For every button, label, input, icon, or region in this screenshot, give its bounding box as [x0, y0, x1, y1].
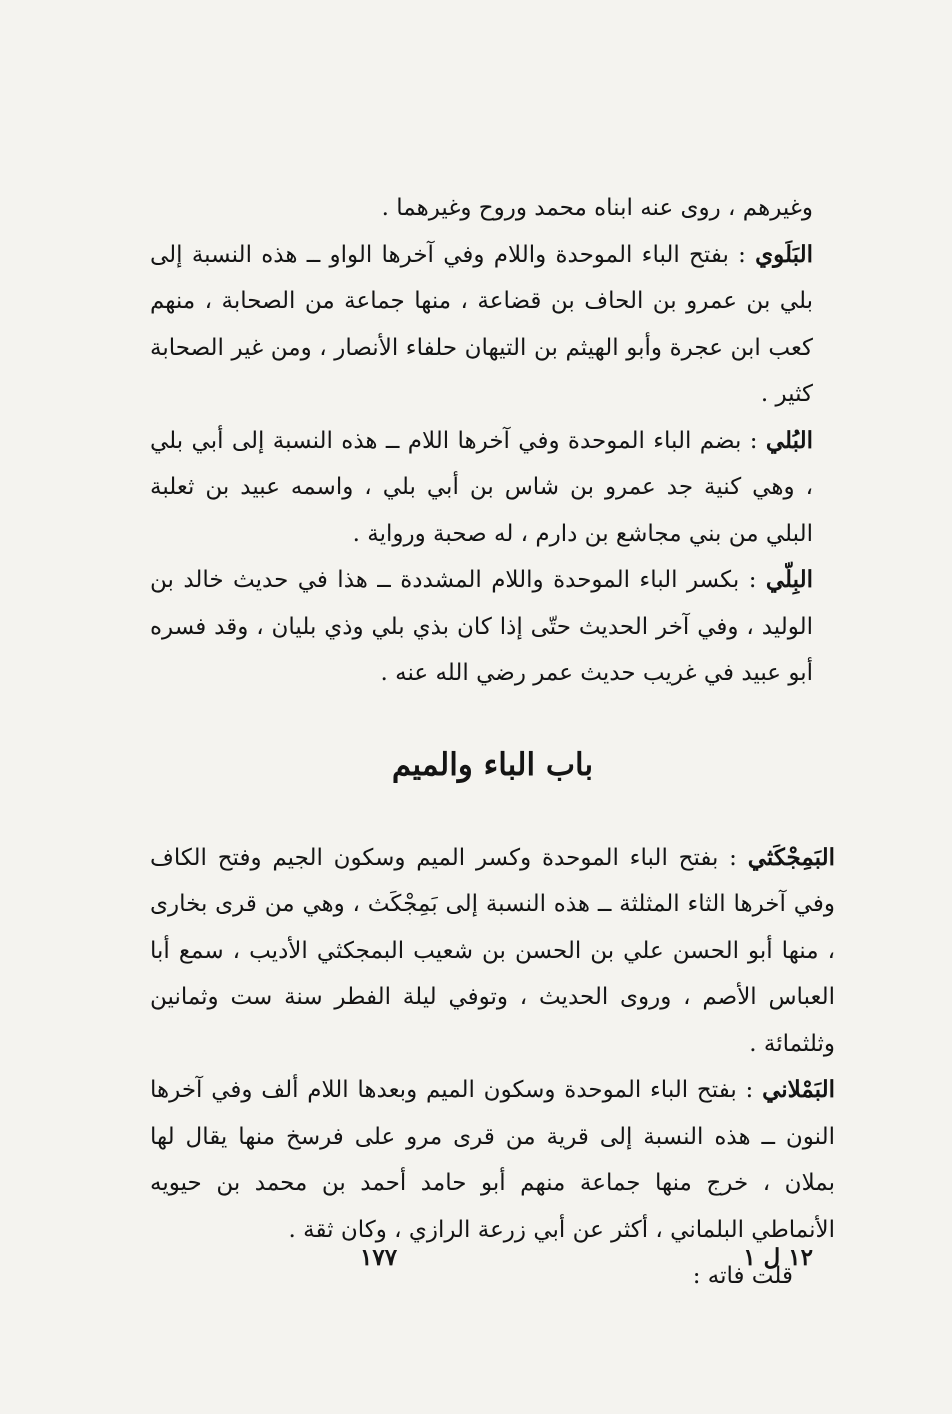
page-footer: [150, 1244, 835, 1284]
entry-buli: [150, 418, 835, 558]
entry-text: : بفتح الباء الموحدة واللام وفي آخرها الواو ــ هذه النسبة إلى بلي بن عمرو بن الحاف بن قضاعة ، منها جماعة من الصحابة ، منهم كعب ابن عجرة وأبو الهيثم بن التيهان حلفاء الأنصار ، ومن غير الصحابة كثير .: [150, 241, 813, 407]
page-body: [150, 185, 835, 1300]
entry-term: البَمْلاني: [762, 1076, 835, 1103]
page-number: ١٧٧: [360, 1244, 398, 1271]
entry-billi: [150, 557, 835, 697]
entry-term: البَمِجْكَثي: [747, 843, 835, 871]
entry-term: البُلي: [765, 426, 813, 454]
signature-mark: ١٢ ل ١: [743, 1244, 813, 1271]
entry-balawi: [150, 232, 835, 418]
closing-note: قلت فاته :: [692, 1263, 793, 1289]
entry-term: البِلّي: [765, 566, 813, 593]
entry-text: : بفتح الباء الموحدة وسكون الميم وبعدها اللام ألف وفي آخرها النون ــ هذه النسبة إلى قرية من قرى مرو على فرسخ منها يقال لها بملان ، خرج منها جماعة منهم أبو حامد أحمد بن محمد بن حيويه الأنماطي البلماني ، أكثر عن أبي زرعة الرازي ، وكان ثقة .: [150, 1077, 835, 1243]
paragraph-continuation: وغيرهم ، روى عنه ابناه محمد وروح وغيرهما .: [381, 195, 813, 221]
section-heading: باب الباء والميم: [391, 746, 594, 783]
entry-text: : بكسر الباء الموحدة واللام المشددة ــ هذا في حديث خالد بن الوليد ، وفي آخر الحديث حتّى إذا كان بذي بلي وذي بليان ، وقد فسره أبو عبيد في غريب حديث عمر رضي الله عنه .: [150, 567, 813, 686]
entry-text: : بضم الباء الموحدة وفي آخرها اللام ــ هذه النسبة إلى أبي بلي ، وهي كنية جد عمرو بن شاس بن أبي بلي ، واسمه عبيد بن ثعلبة البلي من بني مجاشع بن دارم ، له صحبة ورواية .: [150, 427, 813, 547]
entry-bamlani: [150, 1067, 835, 1253]
entry-term: البَلَوي: [755, 240, 813, 268]
entry-bamijkathi: [150, 835, 835, 1068]
entry-text: : بفتح الباء الموحدة وكسر الميم وسكون الجيم وفتح الكاف وفي آخرها الثاء المثلثة ــ هذه النسبة إلى بَمِجْكَث ، وهي من قرى بخارى ، منها أبو الحسن علي بن الحسن بن شعيب البمجكثي الأديب ، سمع أبا العباس الأصم ، وروى الحديث ، وتوفي ليلة الفطر سنة ست وثمانين وثلثمائة .: [150, 844, 835, 1057]
